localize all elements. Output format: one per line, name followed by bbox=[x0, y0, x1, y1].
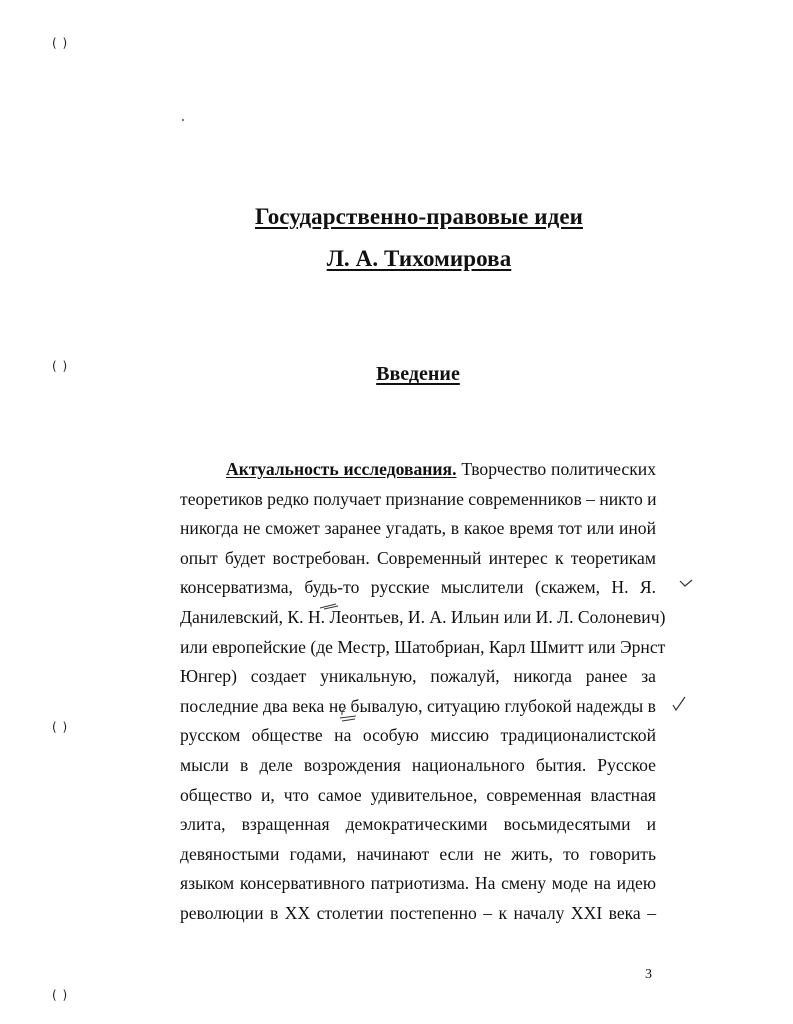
paragraph-line: девяностыми годами, начинают если не жить, то говорить bbox=[180, 843, 656, 864]
paragraph-heading: Актуальность исследования. bbox=[226, 459, 457, 479]
paragraph-line: мысли в деле возрождения национального бытия. Русское bbox=[180, 754, 656, 775]
paragraph-line: или европейские (де Местр, Шатобриан, Карл Шмитт или Эрнст bbox=[180, 636, 666, 657]
section-heading: Введение bbox=[376, 363, 460, 385]
punch-hole-mark: ( ) bbox=[52, 359, 69, 373]
paragraph-line: Данилевский, К. Н. Леонтьев, И. А. Ильин или И. Л. Солоневич) bbox=[180, 606, 666, 627]
page-number: 3 bbox=[645, 967, 652, 982]
checkmark-annotation-icon bbox=[679, 578, 693, 588]
hyphen-correction-mark-icon bbox=[318, 602, 340, 610]
spacing-correction-mark-icon bbox=[338, 707, 358, 723]
paragraph-line: последние два века не бывалую, ситуацию глубокой надежды в bbox=[180, 695, 656, 716]
body-paragraph bbox=[180, 455, 666, 929]
document-title-line-1: Государственно-правовые идеи bbox=[254, 204, 583, 229]
paragraph-line: консерватизма, будь-то русские мыслители (скажем, Н. Я. bbox=[180, 577, 656, 598]
paragraph-line: Юнгер) создает уникальную, пожалуй, никогда ранее за bbox=[180, 666, 656, 687]
paragraph-line: опыт будет востребован. Современный интерес к теоретикам bbox=[180, 547, 656, 568]
paragraph-line: общество и, что самое удивительное, современная властная bbox=[180, 784, 656, 805]
paragraph-line: теоретиков редко получает признание современников – никто и bbox=[180, 488, 657, 509]
scan-speck bbox=[182, 119, 184, 121]
paragraph-line: языком консервативного патриотизма. На смену моде на идею bbox=[180, 873, 656, 894]
punch-hole-mark: ( ) bbox=[52, 988, 69, 1002]
paragraph-line: элита, взращенная демократическими восьмидесятыми и bbox=[180, 814, 656, 835]
punch-hole-mark: ( ) bbox=[52, 36, 69, 50]
punch-hole-mark: ( ) bbox=[52, 720, 69, 734]
paragraph-line: русском обществе на особую миссию традиционалистской bbox=[180, 725, 656, 746]
document-title-line-2: Л. А. Тихомирова bbox=[326, 246, 512, 271]
paragraph-line: революции в XX столетии постепенно – к началу XXI века – bbox=[180, 902, 656, 923]
checkmark-annotation-icon bbox=[672, 696, 686, 712]
paragraph-line: Актуальность исследования. Творчество политических bbox=[226, 459, 656, 479]
paragraph-line: никогда не сможет заранее угадать, в какое время тот или иной bbox=[180, 518, 656, 539]
